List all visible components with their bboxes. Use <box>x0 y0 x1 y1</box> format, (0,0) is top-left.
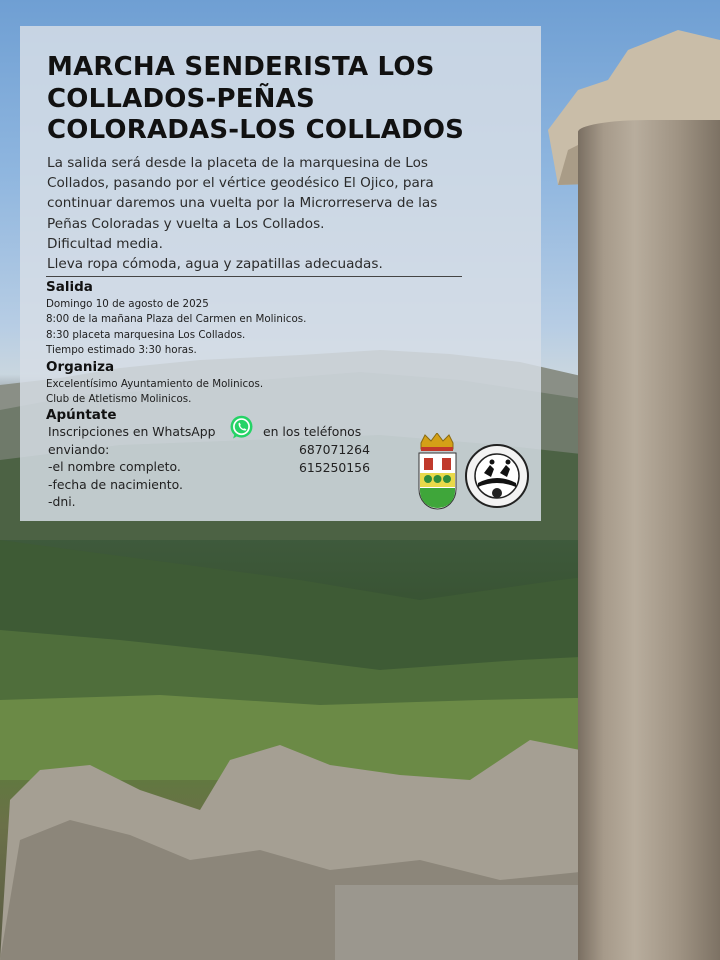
advice-text: Lleva ropa cómoda, agua y zapatillas adecuadas. <box>47 256 383 273</box>
title-line: COLORADAS-LOS COLLADOS <box>47 115 465 145</box>
stone-pillar <box>578 120 720 960</box>
organiza-heading: Organiza <box>46 359 115 375</box>
foreground-rocks <box>0 720 600 960</box>
salida-time-molinicos: 8:00 de la mañana Plaza del Carmen en Molinicos. <box>46 313 307 326</box>
divider <box>46 276 462 277</box>
description-line: La salida será desde la placeta de la marquesina de Los <box>47 155 428 171</box>
organiza-details <box>46 377 263 408</box>
event-title <box>47 52 527 147</box>
organizer-ayuntamiento: Excelentísimo Ayuntamiento de Molinicos. <box>46 378 264 390</box>
phone-number[interactable]: 687071264 <box>299 442 370 457</box>
requirement-item: -el nombre completo. <box>48 459 181 474</box>
info-card <box>20 26 541 521</box>
whatsapp-icon[interactable] <box>228 414 255 441</box>
description-line: continuar daremos una vuelta por la Microrreserva de las <box>47 195 438 212</box>
difficulty-text: Dificultad media. <box>47 235 163 252</box>
inscripciones-text: Inscripciones en WhatsApp <box>48 424 216 439</box>
apuntate-heading: Apúntate <box>46 407 117 423</box>
description-line: Collados, pasando por el vértice geodésico El Ojico, para <box>47 175 434 192</box>
phone-number[interactable]: 615250156 <box>299 459 370 475</box>
telefonos-text: en los teléfonos <box>263 424 362 439</box>
phone-list <box>299 441 370 476</box>
salida-duration: Tiempo estimado 3:30 horas. <box>46 343 197 356</box>
title-line: COLLADOS-PEÑAS <box>47 83 315 114</box>
requirements-list <box>48 458 183 511</box>
organizer-club: Club de Atletismo Molinicos. <box>46 393 192 406</box>
requirement-item: -dni. <box>48 494 76 510</box>
enviando-text: enviando: <box>48 442 110 457</box>
athletics-club-logo-icon <box>464 443 530 509</box>
salida-date: Domingo 10 de agosto de 2025 <box>46 298 209 310</box>
salida-time-collados: 8:30 placeta marquesina Los Collados. <box>46 328 246 341</box>
salida-details <box>46 297 306 358</box>
requirement-item: -fecha de nacimiento. <box>48 476 183 492</box>
salida-heading: Salida <box>46 279 93 295</box>
coat-of-arms-icon <box>415 433 460 511</box>
description-line: Peñas Coloradas y vuelta a Los Collados. <box>47 215 325 232</box>
event-description <box>47 153 519 274</box>
title-line: MARCHA SENDERISTA LOS <box>47 52 435 82</box>
